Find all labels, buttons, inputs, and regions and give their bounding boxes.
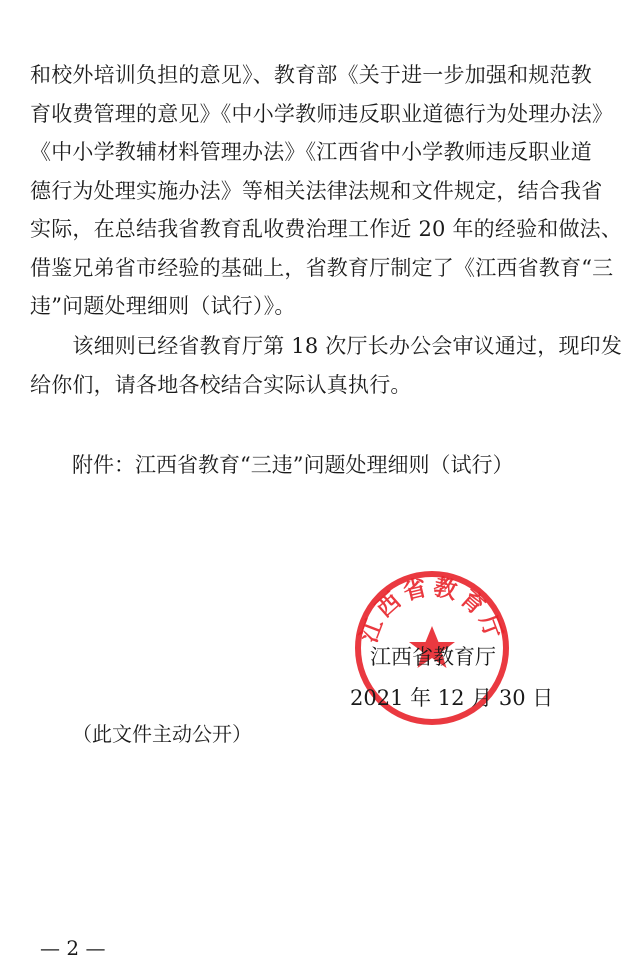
text-line: 该细则已经省教育厅第 18 次厅长办公会审议通过，现印发 (30, 334, 623, 358)
seal-text: 江西省教育厅 (355, 573, 509, 647)
text-line: 给你们，请各地各校结合实际认真执行。 (30, 372, 412, 397)
text-line: 违”问题处理细则（试行）》。 (30, 294, 296, 318)
page-number: — 2 — (40, 936, 106, 960)
disclosure-note: （此文件主动公开） (72, 722, 252, 746)
text-line: 借鉴兄弟省市经验的基础上，省教育厅制定了《江西省教育“三 (30, 255, 614, 280)
signing-organization: 江西省教育厅 (370, 645, 496, 669)
body-paragraph-2 (30, 327, 630, 404)
signing-date: 2021 年 12 月 30 日 (350, 686, 554, 710)
text-line: 和校外培训负担的意见》、教育部《关于进一步加强和规范教 (30, 63, 592, 87)
body-paragraph-1 (30, 56, 630, 326)
attachment-line: 附件：江西省教育“三违”问题处理细则（试行） (72, 453, 514, 477)
text-line: 德行为处理实施办法》等相关法律法规和文件规定，结合我省 (30, 178, 603, 203)
text-line: 育收费管理的意见》《中小学教师违反职业道德行为处理办法》 (30, 101, 614, 126)
text-line: 《中小学教辅材料管理办法》《江西省中小学教师违反职业道 (30, 140, 592, 164)
text-line: 实际，在总结我省教育乱收费治理工作近 20 年的经验和做法、 (30, 217, 623, 241)
